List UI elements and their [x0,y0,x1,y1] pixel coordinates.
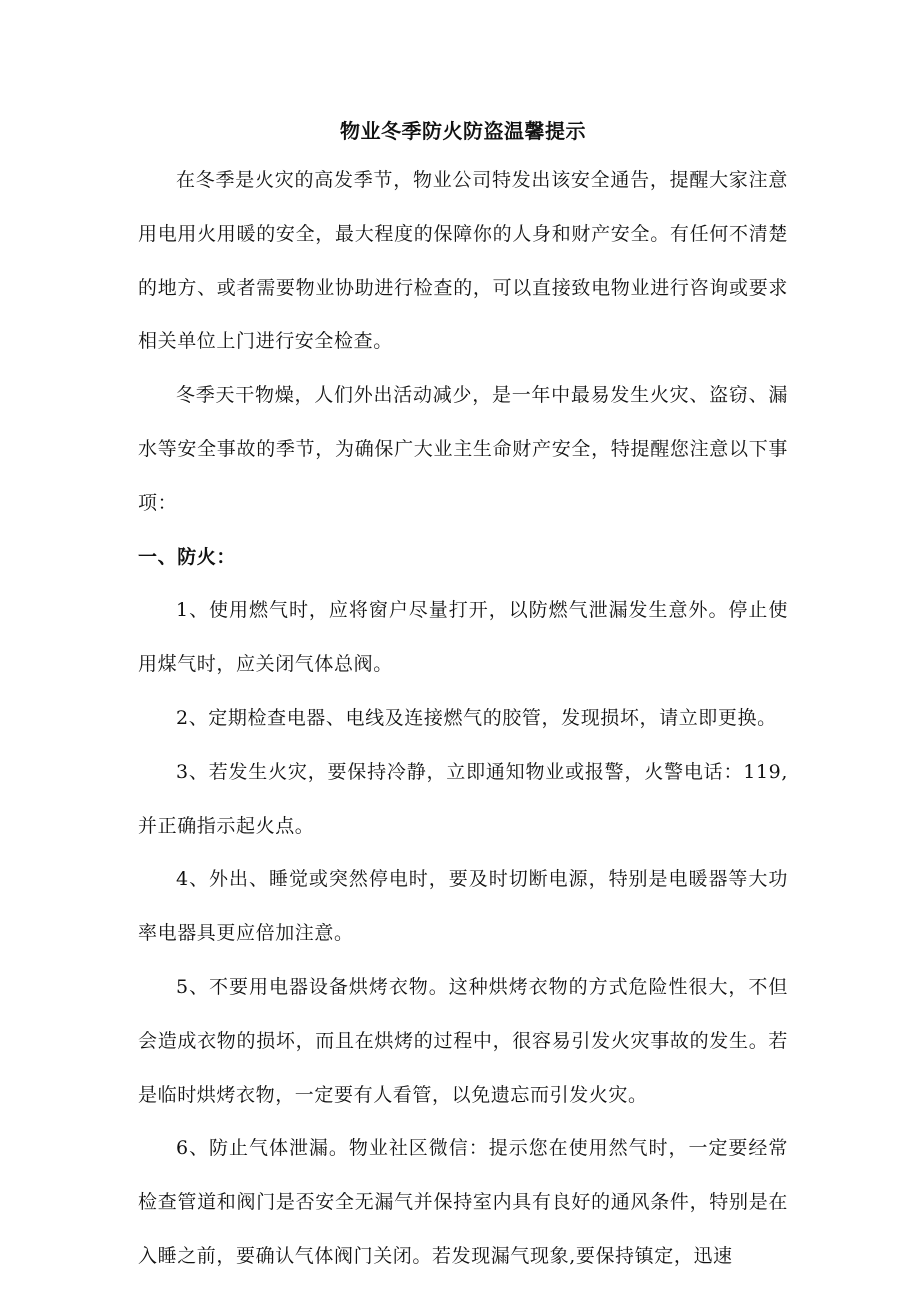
list-item: 3、若发生火灾，要保持冷静，立即通知物业或报警，火警电话：119,并正确指示起火点。 [138,760,788,837]
list-item: 4、外出、睡觉或突然停电时，要及时切断电源，特别是电暖器等大功率电器具更应倍加注意。 [138,868,788,945]
intro-paragraph: 冬季天干物燥，人们外出活动减少，是一年中最易发生火灾、盗窃、漏水等安全事故的季节，为确保广大业主生命财产安全，特提醒您注意以下事项： [138,384,788,514]
intro-paragraph: 在冬季是火灾的高发季节，物业公司特发出该安全通告，提醒大家注意用电用火用暖的安全，最大程度的保障你的人身和财产安全。有任何不清楚的地方、或者需要物业协助进行检查的，可以直接致电物业进行咨询或要求相关单位上门进行安全检查。 [138,169,788,353]
list-item: 6、防止气体泄漏。物业社区微信：提示您在使用然气时，一定要经常检查管道和阀门是否安全无漏气并保持室内具有良好的通风条件，特别是在入睡之前，要确认气体阀门关闭。若发现漏气现象,要保持镇定，迅速 [138,1137,788,1267]
section-heading-fire-prevention: 一、防火： [138,545,237,568]
document-body [138,154,788,1284]
list-item: 2、定期检查电器、电线及连接燃气的胶管，发现损坏，请立即更换。 [176,706,777,729]
list-item: 1、使用燃气时，应将窗户尽量打开，以防燃气泄漏发生意外。停止使用煤气时，应关闭气体总阀。 [138,599,788,676]
document-title: 物业冬季防火防盗温馨提示 [340,119,586,143]
list-item: 5、不要用电器设备烘烤衣物。这种烘烤衣物的方式危险性很大，不但会造成衣物的损坏，而且在烘烤的过程中，很容易引发火灾事故的发生。若是临时烘烤衣物，一定要有人看管，以免遗忘而引发火灾。 [138,975,788,1106]
